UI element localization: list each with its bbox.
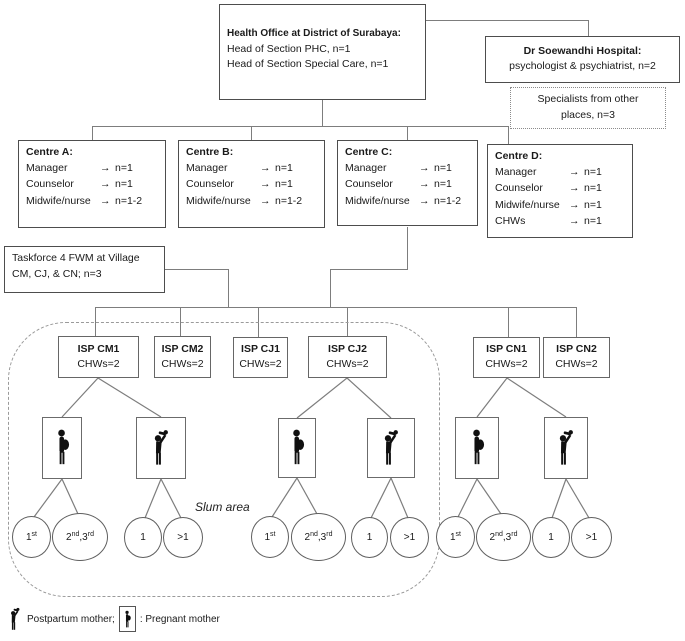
connector [322, 100, 323, 127]
taskforce-line: Taskforce 4 FWM at Village [12, 252, 140, 264]
centre-c-row: Manager → n=1 [345, 162, 452, 175]
pregnant-mother-icon [123, 610, 132, 629]
specialists-text: Specialists from other places, n=3 [537, 93, 639, 121]
visit-circle-gt1: >1 [571, 517, 612, 558]
visit-circle-gt1: >1 [163, 517, 203, 558]
postpartum-mother-box [136, 417, 186, 479]
centre-a-box [18, 140, 166, 228]
centre-b-box [178, 140, 325, 228]
connector [407, 126, 408, 141]
isp-chws: CHWs=2 [555, 358, 598, 371]
health-office-box [219, 4, 426, 100]
slum-area-label: Slum area [195, 500, 250, 514]
isp-cm2-box [154, 336, 211, 378]
legend [8, 606, 220, 632]
connector [407, 227, 408, 270]
connector [588, 20, 589, 36]
connector [92, 126, 509, 127]
taskforce-box [4, 246, 165, 293]
pregnant-mother-box [455, 417, 499, 479]
isp-cm1-box [58, 336, 139, 378]
postpartum-mother-icon [554, 429, 578, 467]
visit-circle-2nd-3rd: 2 nd ,3 rd [476, 513, 531, 561]
connector [251, 126, 252, 141]
legend-postpartum-label: Postpartum mother; [27, 613, 115, 625]
centre-c-row: Midwife/nurse → n=1-2 [345, 194, 462, 207]
pregnant-mother-icon [468, 429, 487, 467]
hospital-subtitle: psychologist & psychiatrist, n=2 [509, 60, 656, 73]
pregnant-mother-icon [288, 429, 307, 467]
postpartum-mother-icon [379, 429, 403, 467]
isp-chws: CHWs=2 [239, 358, 282, 371]
legend-pregnant-box [119, 606, 136, 632]
postpartum-mother-icon [8, 607, 22, 631]
visit-circle-1: 1 [124, 517, 162, 558]
health-office-line: Head of Section PHC, n=1 [227, 42, 351, 55]
isp-chws: CHWs=2 [77, 357, 120, 370]
connector [330, 269, 408, 270]
connector [228, 269, 229, 308]
pregnant-mother-icon [53, 429, 72, 467]
pregnant-mother-box [42, 417, 82, 479]
centre-d-row: Counselor → n=1 [495, 182, 602, 195]
centre-a-title: Centre A: [26, 146, 73, 158]
visit-circle-1: 1 [351, 517, 388, 558]
centre-d-row: Manager → n=1 [495, 166, 602, 179]
postpartum-mother-box [544, 417, 588, 479]
visit-circle-gt1: >1 [390, 517, 429, 558]
centre-d-row: Midwife/nurse → n=1 [495, 198, 602, 211]
centre-c-title: Centre C: [345, 146, 393, 158]
centre-a-row: Counselor → n=1 [26, 178, 133, 191]
centre-a-row: Midwife/nurse → n=1-2 [26, 194, 143, 207]
isp-cj2-box [308, 336, 387, 378]
legend-pregnant-label: : Pregnant mother [139, 613, 220, 625]
visit-circle-1: 1 [532, 517, 570, 558]
visit-circle-1st: 1 st [12, 516, 51, 558]
visit-circle-2nd-3rd: 2 nd ,3 rd [52, 513, 108, 561]
visit-circle-1st: 1 st [436, 516, 475, 558]
isp-name: ISP CJ2 [328, 342, 367, 355]
isp-name: ISP CN1 [486, 343, 527, 356]
centre-b-row: Midwife/nurse → n=1-2 [186, 194, 303, 207]
connector [95, 307, 577, 308]
centre-a-row: Manager → n=1 [26, 162, 133, 175]
health-office-title: Health Office at District of Surabaya: [227, 28, 401, 39]
isp-chws: CHWs=2 [161, 357, 204, 370]
centre-d-row: CHWs → n=1 [495, 215, 602, 228]
isp-name: ISP CN2 [556, 343, 597, 356]
isp-cn2-box [543, 337, 610, 378]
connector [330, 269, 331, 308]
isp-name: ISP CJ1 [241, 343, 280, 356]
isp-cj1-box [233, 337, 288, 378]
pregnant-mother-box [278, 418, 316, 478]
hospital-box [485, 36, 680, 83]
connector [576, 307, 577, 337]
isp-cn1-box [473, 337, 540, 378]
connector [92, 126, 93, 141]
centre-d-title: Centre D: [495, 150, 543, 162]
isp-name: ISP CM2 [161, 342, 204, 355]
isp-name: ISP CM1 [77, 342, 120, 355]
centre-d-box [487, 144, 633, 238]
visit-circle-1st: 1 st [251, 516, 289, 558]
hospital-title: Dr Soewandhi Hospital: [523, 45, 642, 58]
connector [426, 20, 589, 21]
centre-c-row: Counselor → n=1 [345, 178, 452, 191]
specialists-box [510, 87, 666, 129]
isp-chws: CHWs=2 [326, 357, 369, 370]
postpartum-mother-icon [149, 429, 173, 467]
centre-c-box [337, 140, 478, 226]
health-office-line: Head of Section Special Care, n=1 [227, 58, 389, 71]
centre-b-row: Counselor → n=1 [186, 178, 293, 191]
centre-b-row: Manager → n=1 [186, 162, 293, 175]
connector [165, 269, 229, 270]
connector [508, 307, 509, 337]
centre-b-title: Centre B: [186, 146, 234, 158]
taskforce-line: CM, CJ, & CN; n=3 [12, 267, 102, 280]
postpartum-mother-box [367, 418, 415, 478]
isp-chws: CHWs=2 [485, 358, 528, 371]
visit-circle-2nd-3rd: 2 nd ,3 rd [291, 513, 346, 561]
